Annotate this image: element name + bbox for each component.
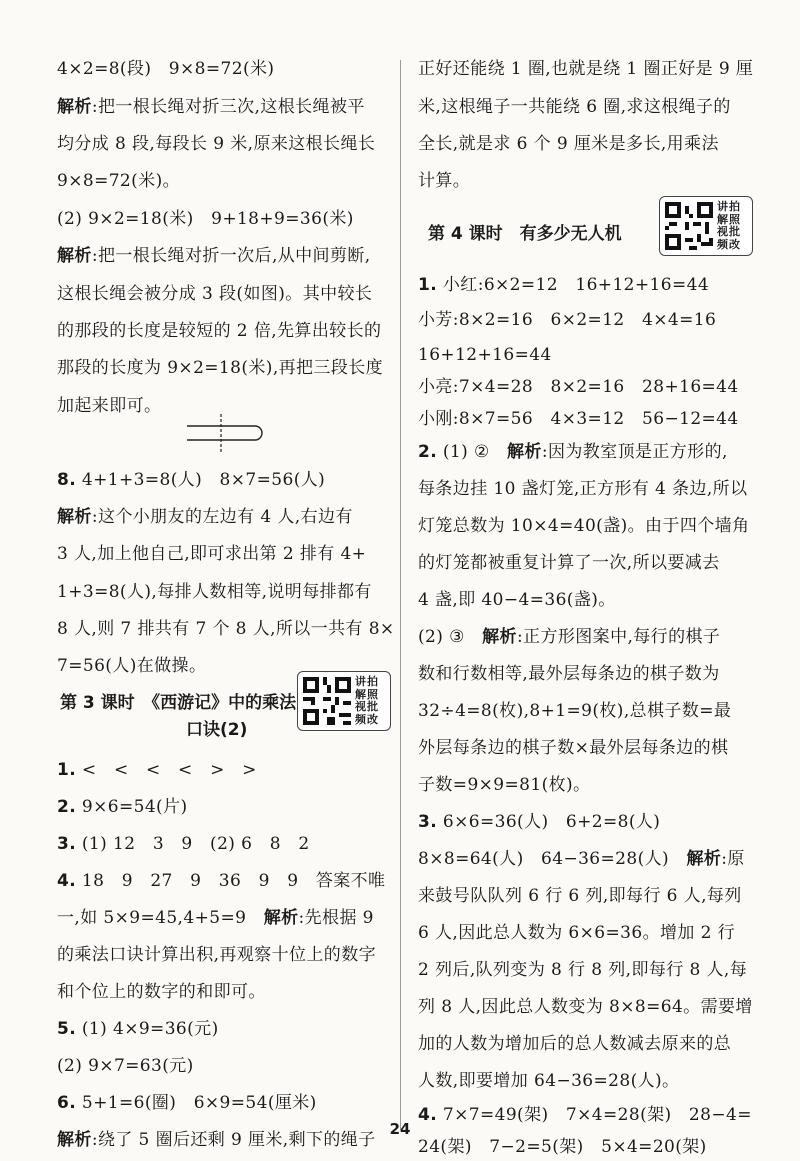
text-line: 24(架) 7−2=5(架) 5×4=20(架)	[418, 1137, 707, 1157]
answer-text: < < < < > >	[76, 760, 257, 780]
analysis-label: 解析	[686, 849, 722, 869]
answer-text: 7×7=49(架) 7×4=28(架) 28−4=	[437, 1105, 752, 1125]
lesson-3-title-cont: 口诀(2)	[186, 720, 248, 740]
text-line: 4 盏,即 40−4=36(盏)。	[418, 590, 616, 610]
text-line: 外层每条边的棋子数×最外层每条边的棋	[418, 738, 729, 758]
text-line: 全长,就是求 6 个 9 厘米是多长,用乘法	[418, 134, 719, 154]
answer-text: 一,如 5×9=45,4+5=9	[57, 908, 264, 928]
analysis-text: :这个小朋友的左边有 4 人,右边有	[91, 507, 353, 527]
question-4	[57, 870, 385, 892]
analysis-text: :原	[721, 849, 745, 869]
analysis-line	[418, 848, 745, 870]
column-divider	[400, 60, 401, 1130]
question-6	[57, 1092, 317, 1114]
answer-text: 小红:6×2=12 16+12+16=44	[437, 275, 710, 295]
folded-rope-diagram	[185, 410, 295, 456]
text-line: 列 8 人,因此总人数变为 8×8=64。需要增	[418, 997, 753, 1017]
question-number: 6.	[57, 1093, 77, 1113]
analysis-line	[57, 245, 371, 267]
analysis-label: 解析	[57, 97, 92, 117]
question-3	[418, 811, 660, 833]
answer-text: 4+1+3=8(人) 8×7=56(人)	[76, 470, 326, 490]
question-2	[57, 796, 188, 818]
text-line: 每条边挂 10 盏灯笼,正方形有 4 条边,所以	[418, 479, 748, 499]
lesson-3-title: 第 3 课时 《西游记》中的乘法	[60, 693, 297, 713]
lesson-4-title: 第 4 课时 有多少无人机	[428, 224, 622, 244]
analysis-text: :先根据 9	[298, 908, 374, 928]
answer-text: (1) 12 3 9 (2) 6 8 2	[76, 834, 310, 854]
answer-text: 5+1=6(圈) 6×9=54(厘米)	[76, 1093, 317, 1113]
question-number: 3.	[418, 812, 438, 832]
analysis-line	[57, 96, 365, 118]
text-line: 加的人数为增加后的总人数减去原来的总	[418, 1034, 732, 1054]
text-line: 32÷4=8(枚),8+1=9(枚),总棋子数=最	[418, 701, 732, 721]
question-number: 8.	[57, 470, 77, 490]
analysis-label: 解析	[57, 507, 92, 527]
text-line: 9×8=72(米)。	[57, 171, 181, 191]
analysis-line	[57, 506, 353, 528]
text-line: 人数,即要增加 64−36=28(人)。	[418, 1071, 680, 1091]
question-number: 1.	[57, 760, 77, 780]
analysis-text: :因为教室顶是正方形的,	[541, 442, 728, 462]
qr-code-icon	[665, 202, 713, 250]
text-line: 子数=9×9=81(枚)。	[418, 775, 591, 795]
analysis-line	[418, 626, 720, 648]
text-line: 的那段的长度是较短的 2 倍,先算出较长的	[57, 321, 382, 341]
answer-text: 9×6=54(片)	[76, 797, 188, 817]
text-line: 2 列后,队列变为 8 行 8 列,即每行 8 人,每	[418, 960, 748, 980]
question-number: 4.	[418, 1105, 438, 1125]
analysis-text: :把一根长绳对折一次后,从中间剪断,	[91, 246, 371, 266]
answer-text: (1) ②	[437, 442, 508, 462]
text-line: 这根长绳会被分成 3 段(如图)。其中较长	[57, 284, 373, 304]
text-line: 的乘法口诀计算出积,再观察十位上的数字	[57, 945, 377, 965]
text-line: 均分成 8 段,每段长 9 米,原来这根长绳长	[57, 134, 376, 154]
analysis-label: 解析	[57, 246, 92, 266]
text-line: 来鼓号队队列 6 行 6 列,即每行 6 人,每列	[418, 886, 742, 906]
text-line: 正好还能绕 1 圈,也就是绕 1 圈正好是 9 厘	[418, 59, 754, 79]
question-5	[57, 1018, 219, 1040]
text-line: 米,这根绳子一共能绕 6 圈,求这根绳子的	[418, 97, 731, 117]
question-3	[57, 833, 310, 855]
text-line: 6 人,因此总人数为 6×6=36。增加 2 行	[418, 923, 736, 943]
analysis-text: :把一根长绳对折三次,这根长绳被平	[91, 97, 365, 117]
text-line: 1+3=8(人),每排人数相等,说明每排都有	[57, 582, 372, 602]
text-line: 小亮:7×4=28 8×2=16 28+16=44	[418, 377, 739, 397]
text-line: 计算。	[418, 171, 471, 191]
answer-text: 8×8=64(人) 64−36=28(人)	[418, 849, 687, 869]
qr-code-label: 讲拍解照视批频改	[717, 200, 741, 251]
answer-line: (2) 9×2=18(米) 9+18+9=36(米)	[57, 209, 354, 229]
page-number: 24	[389, 1120, 411, 1138]
analysis-text: :正方形图案中,每行的棋子	[516, 627, 721, 647]
question-number: 2.	[418, 442, 438, 462]
text-line: 数和行数相等,最外层每条边的棋子数为	[418, 664, 720, 684]
qr-code-label: 讲拍解照视批频改	[355, 675, 379, 726]
text-line: 16+12+16=44	[418, 345, 552, 365]
question-number: 2.	[57, 797, 77, 817]
question-number: 4.	[57, 871, 77, 891]
analysis-label: 解析	[507, 442, 542, 462]
analysis-label: 解析	[482, 627, 517, 647]
question-number: 3.	[57, 834, 77, 854]
text-line: 的灯笼都被重复计算了一次,所以要减去	[418, 553, 720, 573]
question-2	[418, 441, 728, 463]
qr-code-icon	[303, 677, 351, 725]
answer-line: 4×2=8(段) 9×8=72(米)	[57, 59, 275, 79]
question-number: 1.	[418, 275, 438, 295]
text-line: 小刚:8×7=56 4×3=12 56−12=44	[418, 409, 739, 429]
text-line: 8 人,则 7 排共有 7 个 8 人,所以一共有 8×	[57, 619, 395, 639]
answer-text: 18 9 27 9 36 9 9 答案不唯	[76, 871, 386, 891]
text-line: 灯笼总数为 10×4=40(盏)。由于四个墙角	[418, 516, 750, 536]
question-8	[57, 469, 325, 491]
qr-code-box[interactable]	[297, 671, 391, 731]
answer-text: 6×6=36(人) 6+2=8(人)	[437, 812, 661, 832]
answer-text: (1) 4×9=36(元)	[76, 1019, 219, 1039]
answer-text: (2) ③	[418, 627, 483, 647]
text-line: 加起来即可。	[57, 396, 162, 416]
question-number: 5.	[57, 1019, 77, 1039]
analysis-label: 解析	[263, 908, 299, 928]
text-line: 小芳:8×2=16 6×2=12 4×4=16	[418, 310, 717, 330]
text-line: 7=56(人)在做操。	[57, 656, 207, 676]
text-line: 那段的长度为 9×2=18(米),再把三段长度	[57, 358, 384, 378]
analysis-label: 解析	[57, 1130, 92, 1150]
analysis-text: :绕了 5 圈后还剩 9 厘米,剩下的绳子	[91, 1130, 376, 1150]
question-1	[57, 759, 257, 781]
question-1	[418, 274, 709, 296]
text-line: 3 人,加上他自己,即可求出第 2 排有 4+	[57, 544, 367, 564]
analysis-line	[57, 907, 374, 929]
qr-code-box[interactable]	[659, 196, 753, 256]
text-line: 和个位上的数字的和即可。	[57, 982, 266, 1002]
text-line: (2) 9×7=63(元)	[57, 1056, 194, 1076]
